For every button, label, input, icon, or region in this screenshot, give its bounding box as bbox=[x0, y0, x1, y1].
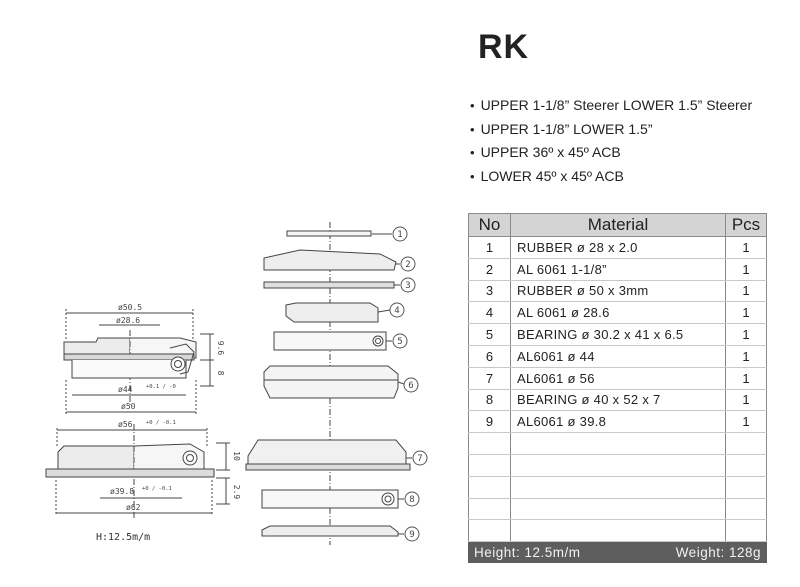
exploded-view bbox=[246, 222, 415, 545]
part-2-shape bbox=[264, 250, 396, 270]
cell-material: RUBBER ø 50 x 3mm bbox=[511, 280, 726, 302]
callout-1: 1 bbox=[397, 230, 403, 240]
dim-h8: 8 bbox=[216, 370, 225, 376]
part-9-shape bbox=[262, 526, 398, 536]
cell-no: 4 bbox=[469, 302, 511, 324]
dim-tol56: +0 / -0.1 bbox=[146, 420, 176, 426]
cell-no: 3 bbox=[469, 280, 511, 302]
dim-tol39: +0 / -0.1 bbox=[142, 486, 172, 492]
footer-weight: Weight: 128g bbox=[675, 545, 761, 560]
dim-h2-9: 2.9 bbox=[232, 484, 241, 500]
spec-item: • LOWER 45º x 45º ACB bbox=[470, 165, 752, 189]
cell-no: 7 bbox=[469, 367, 511, 389]
part-4-shape bbox=[286, 303, 378, 322]
header-pcs: Pcs bbox=[726, 214, 767, 237]
cell-material: AL 6061 ø 28.6 bbox=[511, 302, 726, 324]
header-no: No bbox=[469, 214, 511, 237]
callout-5: 5 bbox=[397, 337, 403, 347]
callout-4: 4 bbox=[394, 306, 400, 316]
cell-material: RUBBER ø 28 x 2.0 bbox=[511, 237, 726, 259]
cell-pcs: 1 bbox=[726, 324, 767, 346]
cell-pcs: 1 bbox=[726, 345, 767, 367]
cell-no: 5 bbox=[469, 324, 511, 346]
cell-pcs: 1 bbox=[726, 302, 767, 324]
dim-d39-8: ø39.8 bbox=[110, 487, 135, 496]
cell-material: BEARING ø 40 x 52 x 7 bbox=[511, 389, 726, 411]
cell-material: AL6061 ø 39.8 bbox=[511, 411, 726, 433]
cell-material: AL 6061 1-1/8” bbox=[511, 258, 726, 280]
cell-no: 6 bbox=[469, 345, 511, 367]
part-5-shape bbox=[274, 332, 386, 350]
callout-3: 3 bbox=[405, 281, 411, 291]
spec-item: • UPPER 1-1/8” LOWER 1.5” bbox=[470, 118, 752, 142]
height-label: H:12.5m/m bbox=[96, 532, 151, 543]
part-8-shape bbox=[262, 490, 398, 508]
part-3-shape bbox=[264, 282, 394, 288]
cell-material: BEARING ø 30.2 x 41 x 6.5 bbox=[511, 324, 726, 346]
dim-h10: 10 bbox=[232, 451, 241, 461]
footer-height: Height: 12.5m/m bbox=[474, 545, 581, 560]
cell-pcs: 1 bbox=[726, 280, 767, 302]
dim-d44: ø44 bbox=[118, 385, 133, 394]
cell-material: AL6061 ø 44 bbox=[511, 345, 726, 367]
cell-no: 1 bbox=[469, 237, 511, 259]
cell-pcs: 1 bbox=[726, 367, 767, 389]
cell-pcs: 1 bbox=[726, 237, 767, 259]
cell-pcs: 1 bbox=[726, 389, 767, 411]
spec-item: • UPPER 1-1/8” Steerer LOWER 1.5” Steerer bbox=[470, 94, 752, 118]
spec-item: • UPPER 36º x 45º ACB bbox=[470, 141, 752, 165]
dim-d50: ø50 bbox=[121, 402, 136, 411]
callout-6: 6 bbox=[408, 381, 414, 391]
part-1-shape bbox=[287, 231, 371, 236]
header-material: Material bbox=[511, 214, 726, 237]
cell-pcs: 1 bbox=[726, 411, 767, 433]
callout-2: 2 bbox=[405, 260, 411, 270]
part-6-shape bbox=[264, 366, 398, 398]
cell-pcs: 1 bbox=[726, 258, 767, 280]
dim-tol44: +0.1 / -0 bbox=[146, 384, 176, 390]
dim-d62: ø62 bbox=[126, 503, 141, 512]
cell-no: 9 bbox=[469, 411, 511, 433]
callout-7: 7 bbox=[417, 454, 423, 464]
cell-no: 2 bbox=[469, 258, 511, 280]
dim-d56: ø56 bbox=[118, 420, 133, 429]
dim-h9-6: 9.6 bbox=[216, 340, 225, 356]
dim-d28-6: ø28.6 bbox=[116, 316, 141, 325]
cell-no: 8 bbox=[469, 389, 511, 411]
dim-d50-5: ø50.5 bbox=[118, 303, 143, 312]
cell-material: AL6061 ø 56 bbox=[511, 367, 726, 389]
callout-8: 8 bbox=[409, 495, 415, 505]
callout-9: 9 bbox=[409, 530, 415, 540]
product-title: RK bbox=[478, 28, 530, 66]
